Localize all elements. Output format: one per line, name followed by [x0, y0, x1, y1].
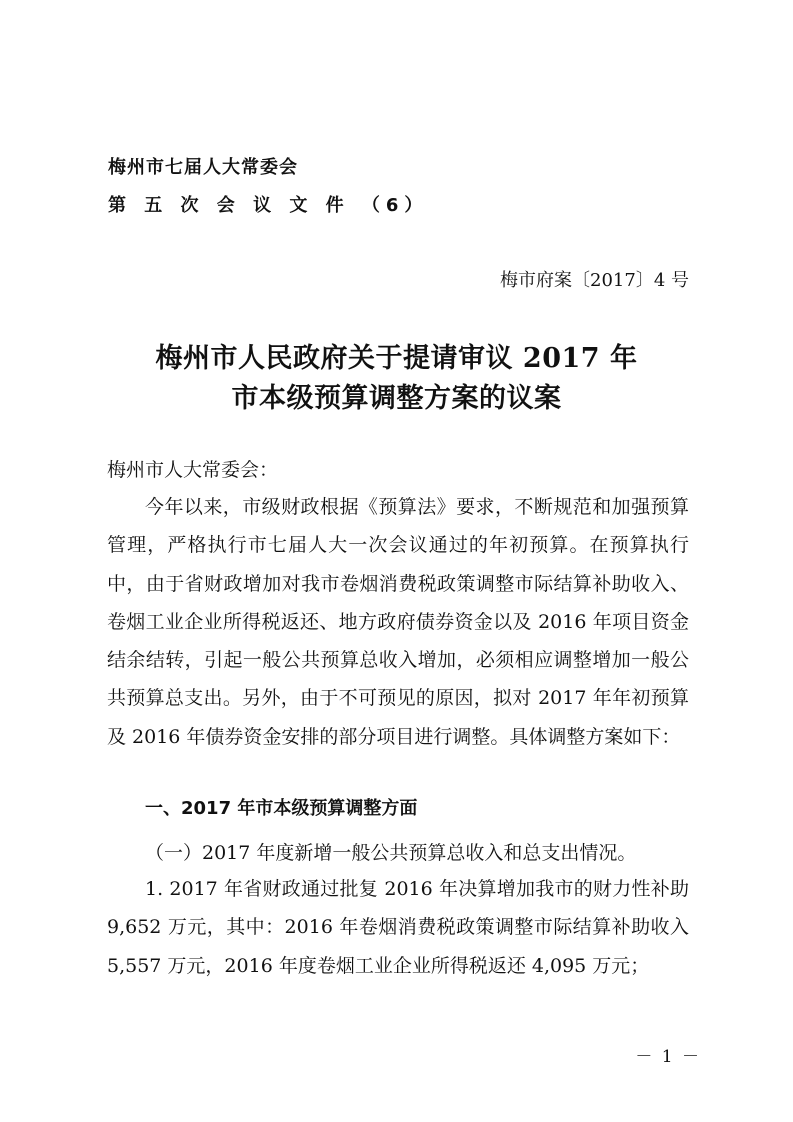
intro-paragraph: 今年以来，市级财政根据《预算法》要求，不断规范和加强预算管理，严格执行市七届人大一次会议通过的年初预算。在预算执行中，由于省财政增加对我市卷烟消费税政策调整市际结算补助收入、卷烟工业企业所得税返还、地方政府债券资金以及 2016 年项目资金结余结转，引起一般公共预算总收入增加，必须相应调整增加一般公共预算总支出。另外，由于不可预见的原因，拟对 2017 年年初预算及 2016 年债券资金安排的部分项目进行调整。具体调整方案如下：	[107, 496, 689, 748]
document-number: 梅市府案〔2017〕4 号	[500, 270, 689, 291]
section-heading: 一、2017 年市本级预算调整方面	[145, 798, 418, 819]
document-title-line-2: 市本级预算调整方案的议案	[231, 383, 562, 414]
document-title-line-1: 梅州市人民政府关于提请审议 2017 年	[155, 343, 638, 374]
committee-header: 梅州市七届人大常委会	[108, 157, 298, 178]
subsection-heading: （一）2017 年度新增一般公共预算总收入和总支出情况。	[145, 842, 637, 864]
salutation: 梅州市人大常委会：	[107, 459, 279, 481]
meeting-file-header: 第 五 次 会 议 文 件 （6）	[108, 195, 429, 216]
item-1-paragraph: 1. 2017 年省财政通过批复 2016 年决算增加我市的财力性补助 9,652 万元，其中：2016 年卷烟消费税政策调整市际结算补助收入 5,557 万元，2016 年度卷烟工业企业所得税返还 4,095 万元；	[107, 878, 689, 977]
page-number: － 1 －	[635, 1047, 701, 1067]
